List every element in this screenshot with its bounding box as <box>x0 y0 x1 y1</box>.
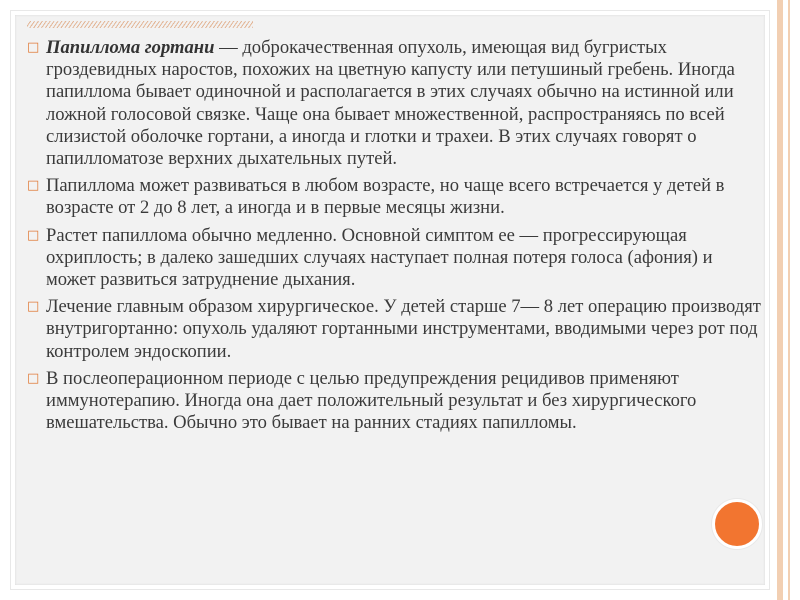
square-bullet-icon: □ <box>27 227 40 243</box>
term-heading: Папиллома гортани <box>46 37 215 58</box>
slide-body <box>26 37 762 439</box>
hatch-decoration <box>27 21 253 28</box>
paragraph-papilloma-definition <box>26 37 762 170</box>
paragraph-text: В послеоперационном периоде с целью предупреждения рецидивов применяют иммунотерапию. Иногда она дает положительный результат и без хирургического вмешательства. Обычно это бывает на ранних стадиях папилломы. <box>46 367 697 434</box>
paragraph-treatment <box>26 296 762 363</box>
square-bullet-icon: □ <box>27 370 40 386</box>
right-decor-line <box>788 0 790 600</box>
paragraph-age <box>26 175 762 219</box>
paragraph-text: Папиллома может развиваться в любом возрасте, но чаще всего встречается у детей в возрасте от 2 до 8 лет, а иногда и в первые месяцы жизни. <box>46 175 725 219</box>
paragraph-symptoms <box>26 225 762 292</box>
square-bullet-icon: □ <box>27 40 40 55</box>
paragraph-text: Растет папиллома обычно медленно. Основной симптом ее — прогрессирующая охриплость; в далеко зашедших случаях наступает полная потеря голоса (афония) и может развиться затруднение дыхания. <box>46 224 713 291</box>
orange-circle-decoration <box>712 499 762 549</box>
square-bullet-icon: □ <box>27 178 40 194</box>
square-bullet-icon: □ <box>27 299 40 315</box>
paragraph-postoperative <box>26 368 762 435</box>
paragraph-text: — доброкачественная опухоль, имеющая вид бугристых гроздевидных наростов, похожих на цветную капусту или петушиный гребень. Иногда папиллома бывает одиночной и располагается в этих случаях обычно на истинной или ложной голосовой связке. Чаще она бывает множественной, распространяясь по всей слизистой оболочке гортани, а иногда и глотки и трахеи. В этих случаях говорят о папилломатозе верхних дыхательных путей. <box>46 37 735 170</box>
paragraph-text: Лечение главным образом хирургическое. У детей старше 7— 8 лет операцию производят внутригортанно: опухоль удаляют гортанными инструментами, вводимыми через рот под контролем эндоскопии. <box>46 296 761 362</box>
right-decor-bar <box>777 0 783 600</box>
